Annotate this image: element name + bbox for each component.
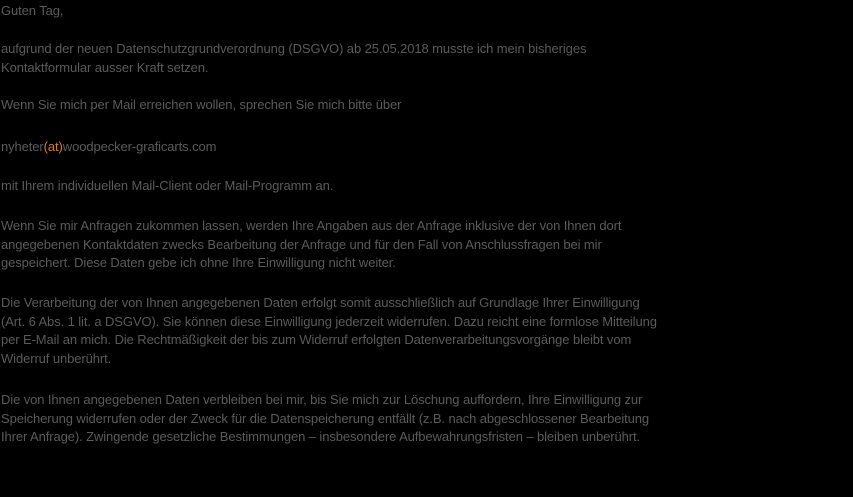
email-at-symbol: (at) (43, 139, 63, 154)
storage-line-2: angegebenen Kontaktdaten zwecks Bearbeitung der Anfrage und für den Fall von Anschlussfragen bei mir (1, 236, 602, 252)
intro-line-2: Kontaktformular ausser Kraft setzen. (1, 59, 209, 75)
client-note: mit Ihrem individuellen Mail-Client oder Mail-Programm an. (1, 178, 334, 193)
intro-line-1: aufgrund der neuen Datenschutzgrundverordnung (DSGVO) ab 25.05.2018 musste ich mein bisheriges (1, 41, 587, 56)
email-user: nyheter (1, 139, 44, 154)
consent-line-2: (Art. 6 Abs. 1 lit. a DSGVO). Sie können diese Einwilligung jederzeit widerrufen. Dazu reicht eine formlose Mitteilung (1, 313, 657, 329)
storage-line-3: gespeichert. Diese Daten gebe ich ohne Ihre Einwilligung nicht weiter. (1, 255, 396, 270)
email-domain: woodpecker-graficarts.com (62, 139, 217, 154)
greeting: Guten Tag, (1, 3, 64, 18)
email-address[interactable] (1, 138, 216, 157)
consent-line-3: per E-Mail an mich. Die Rechtmäßigkeit der bis zum Widerruf erfolgten Datenverarbeitungsvorgänge bleibt vom (1, 332, 632, 347)
retention-line-1: Die von Ihnen angegebenen Daten verbleiben bei mir, bis Sie mich zur Löschung auffordern, Ihre Einwilligung zur (1, 392, 643, 407)
contact-request: Wenn Sie mich per Mail erreichen wollen, sprechen Sie mich bitte über (1, 97, 402, 112)
retention-paragraph (1, 391, 649, 447)
retention-line-3: Ihrer Anfrage). Zwingende gesetzliche Bestimmungen – insbesondere Aufbewahrungsfristen – bleiben unberührt. (1, 429, 640, 444)
retention-line-2: Speicherung widerrufen oder der Zweck für die Datenspeicherung entfällt (z.B. nach abgeschlossener Bearbeitung (1, 410, 650, 426)
storage-paragraph (1, 217, 621, 273)
intro-paragraph (1, 40, 586, 77)
storage-line-1: Wenn Sie mir Anfragen zukommen lassen, werden Ihre Angaben aus der Anfrage inklusive der von Ihnen dort (1, 218, 622, 233)
consent-paragraph (1, 294, 657, 368)
consent-line-4: Widerruf unberührt. (1, 350, 112, 366)
consent-line-1: Die Verarbeitung der von Ihnen angegebenen Daten erfolgt somit ausschließlich auf Grundlage Ihrer Einwilligung (1, 295, 640, 310)
